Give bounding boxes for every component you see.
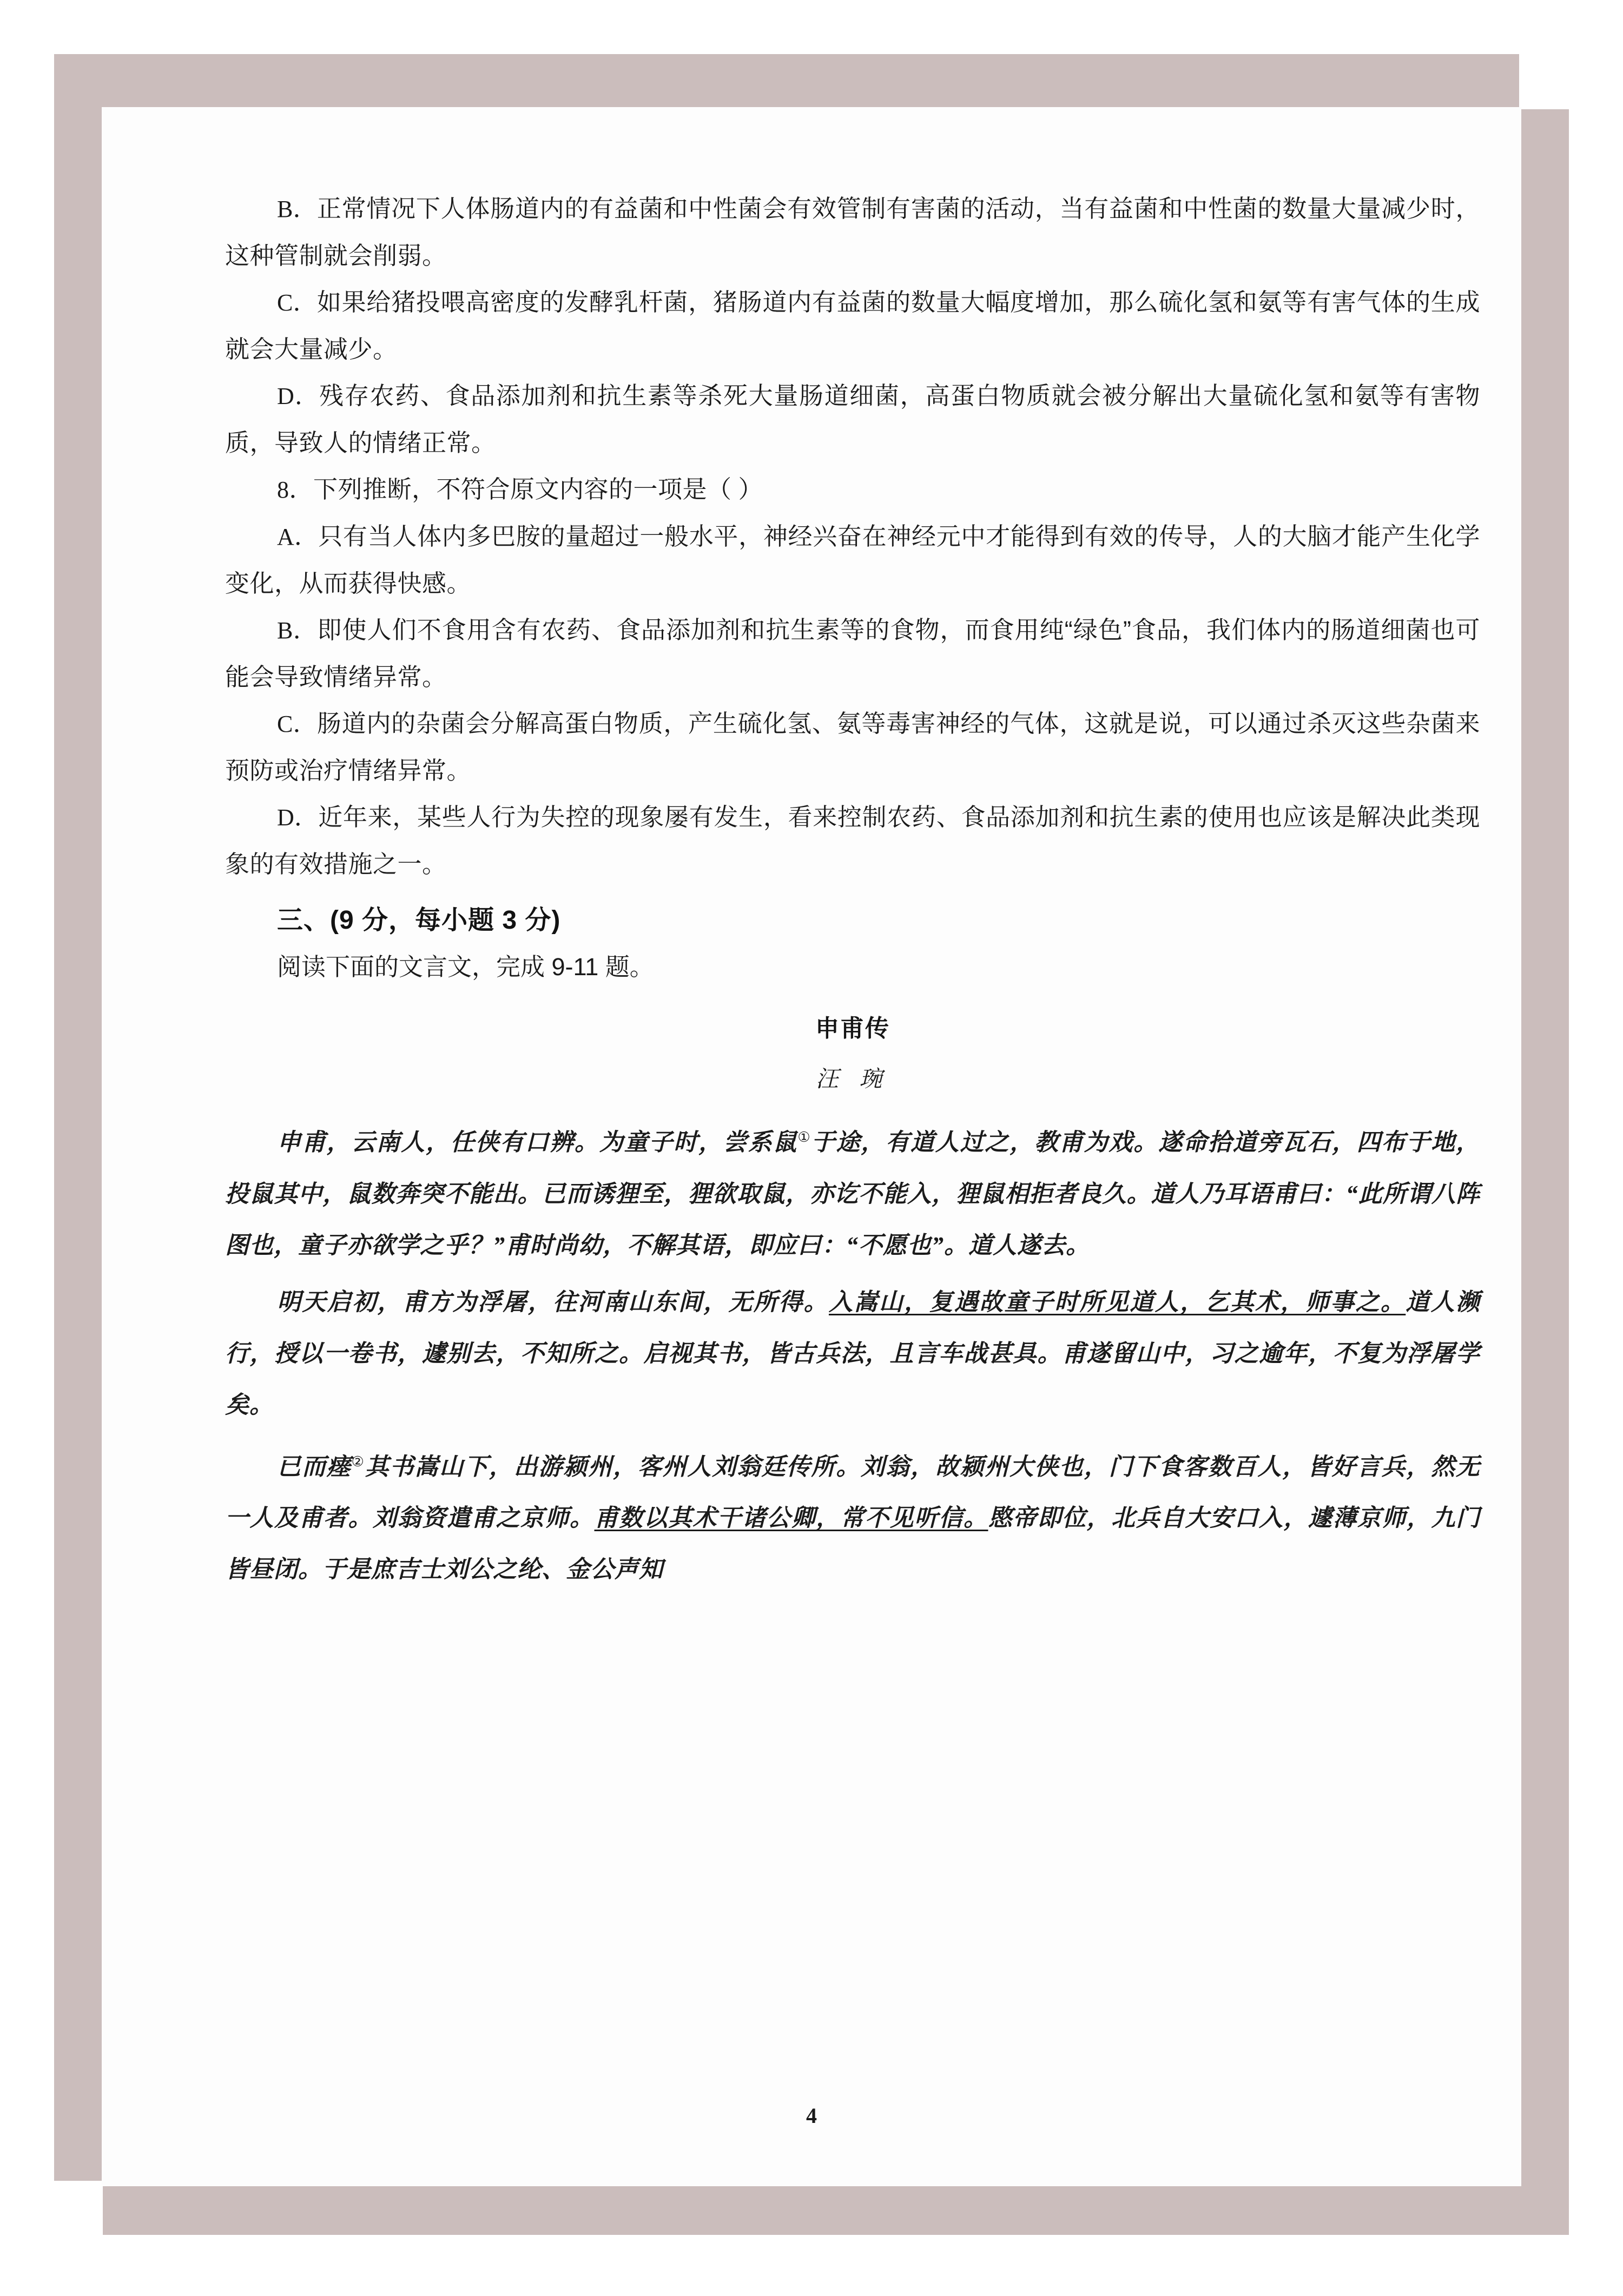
question-number: 8 [277,477,289,503]
passage-paragraph [225,1111,1480,1271]
answer-blank[interactable]: （ ） [707,475,763,503]
option-separator: ． [293,711,317,737]
footnote-marker: ① [797,1129,812,1145]
underlined-phrase: 甫数以其术干诸公卿，常不见听信。 [594,1505,988,1532]
question-7-option-c [225,279,1480,373]
option-letter-d: D [277,804,294,831]
passage-title: 申甫传 [815,1015,890,1042]
passage-paragraph [225,1276,1480,1431]
question-7-option-d [225,373,1480,466]
option-letter-c: C [277,289,293,316]
passage-run: 愍帝即位，北兵自大安口入，遽薄京师，九门皆昼闭。于是庶吉士刘公之纶、金公声知 [225,1505,1480,1583]
frame-bar-top [102,54,1519,107]
classical-passage-body [225,1111,1480,1595]
footnote-marker: ② [351,1453,365,1470]
frame-bar-bottom [103,2186,1521,2235]
passage-run: 其书嵩山下，出游颍州，客州人刘翁廷传所。刘翁，故颍州大侠也，门下食客数百人，皆好言兵，然无一人及甫者。刘翁资遣甫之京师。 [225,1453,1481,1532]
section-three-instruction: 阅读下面的文言文，完成 9-11 题。 [277,953,654,981]
passage-run: 明天启初，甫方为浮屠，往河南山东间，无所得。 [277,1288,829,1315]
option-text-c: 如果给猪投喂高密度的发酵乳杆菌，猪肠道内有益菌的数量大幅度增加，那么硫化氢和氨等有害气体的生成就会大量减少。 [225,288,1480,363]
option-separator: ． [293,289,317,316]
passage-paragraph [225,1436,1480,1596]
option-separator: ． [294,383,320,409]
passage-run: 于途，有道人过之，教甫为戏。遂命拾道旁瓦石，四布于地，投鼠其中，鼠数奔突不能出。已而诱狸至，狸欲取鼠，亦讫不能入，狸鼠相拒者良久。道人乃耳语甫曰：“此所谓八阵图也，童子亦欲学之乎？”甫时尚幼，不解其语，即应曰：“不愿也”。道人遂去。 [225,1129,1481,1259]
page-content [225,186,1480,1595]
passage-run: 申甫，云南人，任侠有口辨。为童子时，尝系鼠 [277,1129,798,1156]
frame-bar-right [1521,109,1569,2235]
option-separator: ． [294,524,319,550]
passage-run: 已而瘗 [277,1453,352,1480]
underlined-phrase: 入嵩山，复遇故童子时所见道人，乞其术，师事之。 [828,1288,1406,1315]
page-number: 4 [806,2103,817,2128]
document-page [102,107,1521,2185]
passage-run: 道人濒行，授以一卷书，遽别去，不知所之。启视其书，皆古兵法，且言车战甚具。甫遂留山中，习之逾年，不复为浮屠学矣。 [225,1288,1481,1418]
question-stem-text: 下列推断，不符合原文内容的一项是 [313,475,708,503]
question-7-option-b [225,186,1480,279]
option-letter-b: B [277,617,293,644]
question-number-separator: ． [289,477,313,503]
option-text-c: 肠道内的杂菌会分解高蛋白物质，产生硫化氢、氨等毒害神经的气体，这就是说，可以通过杀灭这些杂菌来预防或治疗情绪异常。 [225,710,1480,784]
section-three-heading: 三、(9 分，每小题 3 分) [277,906,561,935]
question-8-stem [225,466,1480,513]
option-letter-c: C [277,711,293,737]
question-8-option-b [225,607,1480,700]
option-text-d: 残存农药、食品添加剂和抗生素等杀死大量肠道细菌，高蛋白物质就会被分解出大量硫化氢和氨等有害物质，导致人的情绪正常。 [225,382,1480,456]
question-8-option-a [225,513,1480,607]
question-8-option-c [225,700,1480,794]
frame-bar-left [54,54,102,2181]
option-letter-b: B [277,196,293,222]
question-8-option-d [225,794,1480,888]
option-separator: ． [293,617,318,644]
option-separator: ． [294,804,319,831]
option-text-d: 近年来，某些人行为失控的现象屡有发生，看来控制农药、食品添加剂和抗生素的使用也应该是解决此类现象的有效措施之一。 [225,803,1480,878]
option-separator: ． [293,196,317,222]
option-text-b: 即使人们不食用含有农药、食品添加剂和抗生素等的食物，而食用纯“绿色”食品，我们体内的肠道细菌也可能会导致情绪异常。 [225,616,1480,691]
option-letter-a: A [277,524,294,550]
option-text-a: 只有当人体内多巴胺的量超过一般水平，神经兴奋在神经元中才能得到有效的传导，人的大脑才能产生化学变化，从而获得快感。 [225,522,1480,597]
option-letter-d: D [277,383,294,409]
passage-author: 汪 琬 [815,1067,890,1092]
option-text-b: 正常情况下人体肠道内的有益菌和中性菌会有效管制有害菌的活动，当有益菌和中性菌的数量大量减少时，这种管制就会削弱。 [225,195,1480,269]
